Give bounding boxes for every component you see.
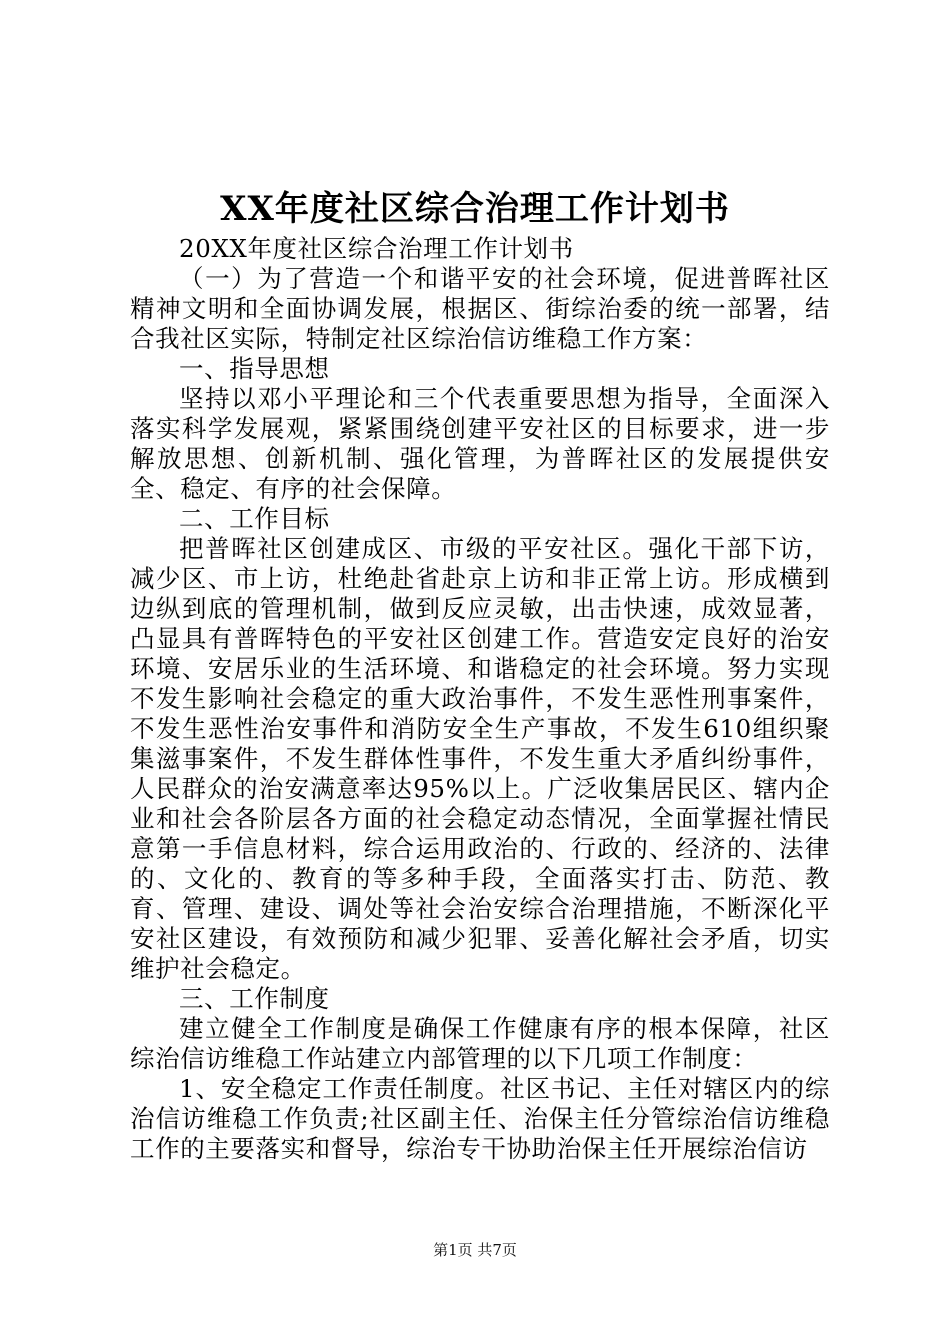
paragraph-intro: （一）为了营造一个和谐平安的社会环境，促进普晖社区精神文明和全面协调发展，根据区、街综治委的统一部署，结合我社区实际，特制定社区综治信访维稳工作方案：: [130, 264, 830, 353]
paragraph-work-system: 建立健全工作制度是确保工作健康有序的根本保障，社区综治信访维稳工作站建立内部管理的以下几项工作制度：: [130, 1014, 830, 1073]
heading-work-goals: 二、工作目标: [179, 504, 330, 533]
page-footer: 第1页 共7页: [433, 1241, 517, 1259]
heading-work-system: 三、工作制度: [179, 984, 330, 1013]
document-title: XX年度社区综合治理工作计划书: [220, 189, 730, 229]
paragraph-work-goals: 把普晖社区创建成区、市级的平安社区。强化干部下访，减少区、市上访，杜绝赴省赴京上访和非正常上访。形成横到边纵到底的管理机制，做到反应灵敏，出击快速，成效显著，凸显具有普晖特色的平安社区创建工作。营造安定良好的治安环境、安居乐业的生活环境、和谐稳定的社会环境。努力实现不发生影响社会稳定的重大政治事件，不发生恶性刑事案件，不发生恶性治安事件和消防安全生产事故，不发生610组织聚集滋事案件，不发生群体性事件，不发生重大矛盾纠纷事件，人民群众的治安满意率达95%以上。广泛收集居民区、辖内企业和社会各阶层各方面的社会稳定动态情况，全面掌握社情民意第一手信息材料，综合运用政治的、行政的、经济的、法律的、文化的、教育的等多种手段，全面落实打击、防范、教育、管理、建设、调处等社会治安综合治理措施，不断深化平安社区建设，有效预防和减少犯罪、妥善化解社会矛盾，切实维护社会稳定。: [130, 534, 830, 983]
paragraph-guiding-thought: 坚持以邓小平理论和三个代表重要思想为指导，全面深入落实科学发展观，紧紧围绕创建平安社区的目标要求，进一步解放思想、创新机制、强化管理，为普晖社区的发展提供安全、稳定、有序的社会保障。: [130, 384, 830, 503]
heading-guiding-thought: 一、指导思想: [179, 354, 330, 383]
document-body: [130, 234, 830, 1164]
paragraph-responsibility-system: 1、安全稳定工作责任制度。社区书记、主任对辖区内的综治信访维稳工作负责;社区副主任、治保主任分管综治信访维稳工作的主要落实和督导，综治专干协助治保主任开展综治信访: [130, 1074, 830, 1163]
paragraph-subtitle: 20XX年度社区综合治理工作计划书: [179, 234, 574, 263]
